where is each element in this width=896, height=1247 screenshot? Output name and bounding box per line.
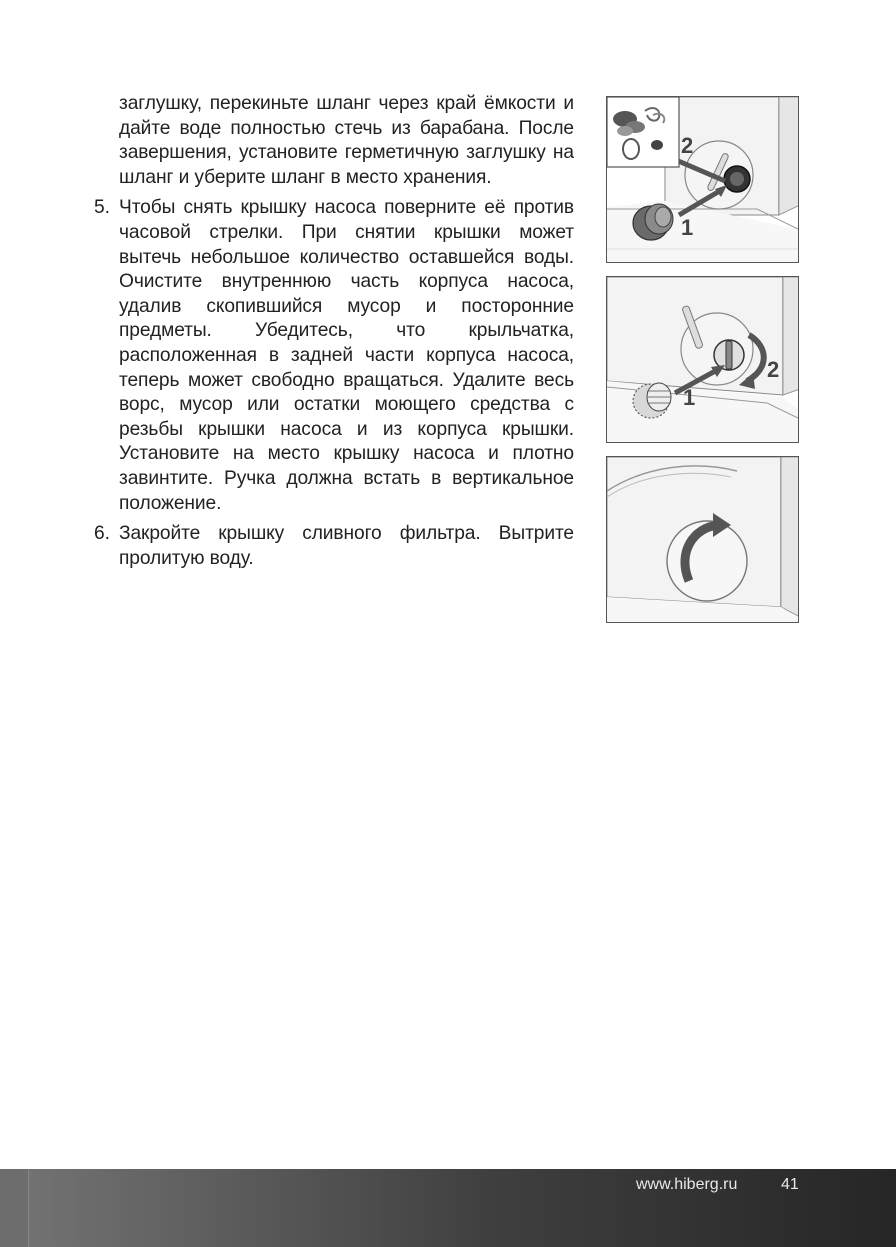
step-number: 6. — [94, 523, 110, 545]
step-6 — [88, 522, 574, 571]
footer-website: www.hiberg.ru — [636, 1176, 738, 1193]
page-footer — [0, 1169, 896, 1247]
intro-paragraph: заглушку, перекиньте шланг через край ёмкости и дайте воде полностью стечь из барабана. После завершения, установите герметичную заглушку на шланг и уберите шланг в место хранения. — [119, 93, 574, 188]
pump-cap-removal-drawing — [607, 97, 799, 263]
step-text: Чтобы снять крышку насоса поверните её против часовой стрелки. При снятии крышки может вытечь небольшое количество оставшейся воды. Очистите внутреннюю часть корпуса насоса, удалив скопившийся мусор и посторонние предметы. Убедитесь, что крыльчатка, расположенная в задней части корпуса насоса, теперь может свободно вращаться. Удалите весь ворс, мусор или остатки моющего средства с резьбы крышки насоса и из корпуса крышки. Установите на место крышку насоса и плотно завинтите. Ручка должна встать в вертикальное положение. — [119, 197, 574, 514]
step-number: 5. — [94, 197, 110, 219]
step-text: Закройте крышку сливного фильтра. Вытрите пролитую воду. — [119, 523, 574, 569]
instructions-text — [88, 92, 574, 571]
step-5 — [88, 196, 574, 516]
step-label-1: 1 — [683, 385, 696, 410]
footer-side-strip — [0, 1169, 29, 1247]
illustration-remove-pump-cap — [606, 96, 799, 263]
pump-cap-install-drawing — [607, 277, 799, 443]
page-number: 41 — [781, 1176, 799, 1193]
step-label-2: 2 — [767, 357, 780, 382]
step-label-2: 2 — [681, 133, 694, 158]
illustration-close-filter-cover — [606, 456, 799, 623]
illustration-install-pump-cap — [606, 276, 799, 443]
filter-cover-close-drawing — [607, 457, 799, 623]
step-label-1: 1 — [681, 215, 694, 240]
